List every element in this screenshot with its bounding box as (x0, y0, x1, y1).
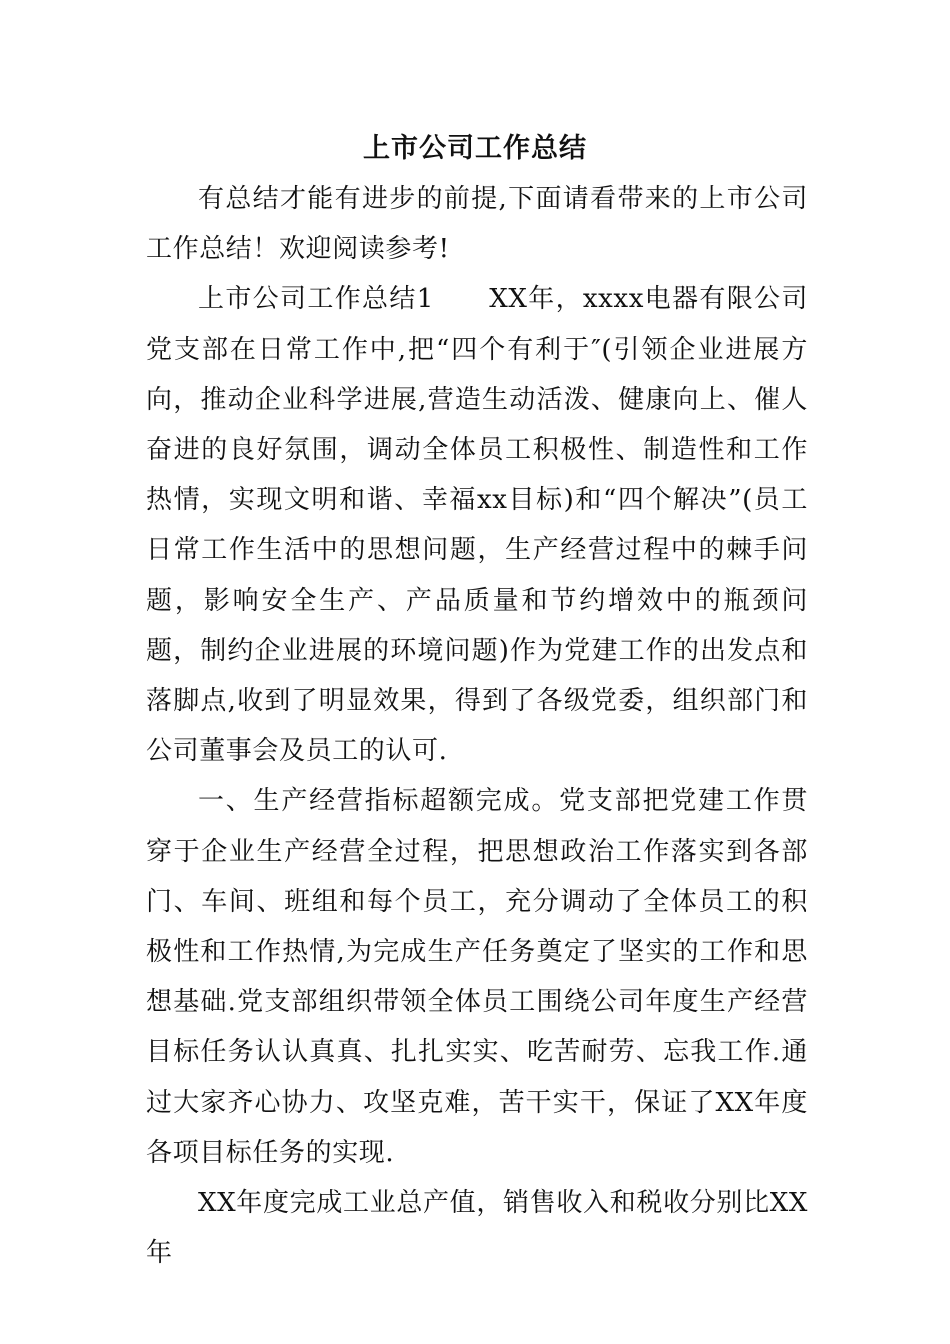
paragraph-section-one: 一、生产经营指标超额完成。党支部把党建工作贯穿于企业生产经营全过程，把思想政治工作落实到各部门、车间、班组和每个员工，充分调动了全体员工的积极性和工作热情,为完成生产任务奠定了坚实的工作和思想基础.党支部组织带领全体员工围绕公司年度生产经营目标任务认认真真、扎扎实实、吃苦耐劳、忘我工作.通过大家齐心协力、攻坚克难，苦干实干，保证了XX年度各项目标任务的实现. (146, 786, 808, 1168)
paragraph-summary-1: 上市公司工作总结1 XX年，xxxx电器有限公司党支部在日常工作中,把“四个有利于″(引领企业进展方向，推动企业科学进展,营造生动活泼、健康向上、催人奋进的良好氛围，调动全体员工积极性、制造性和工作热情，实现文明和谐、幸福xx目标)和“四个解决”(员工日常工作生活中的思想问题，生产经营过程中的棘手问题，影响安全生产、产品质量和节约增效中的瓶颈问题，制约企业进展的环境问题)作为党建工作的出发点和落脚点,收到了明显效果，得到了各级党委，组织部门和公司董事会及员工的认可. (146, 284, 808, 767)
document-title: 上市公司工作总结 (363, 133, 587, 164)
document-body (146, 174, 808, 1278)
paragraph-intro: 有总结才能有进步的前提,下面请看带来的上市公司工作总结！欢迎阅读参考! (146, 184, 808, 265)
paragraph-annual-output: XX年度完成工业总产值，销售收入和税收分别比XX年 (146, 1188, 808, 1269)
